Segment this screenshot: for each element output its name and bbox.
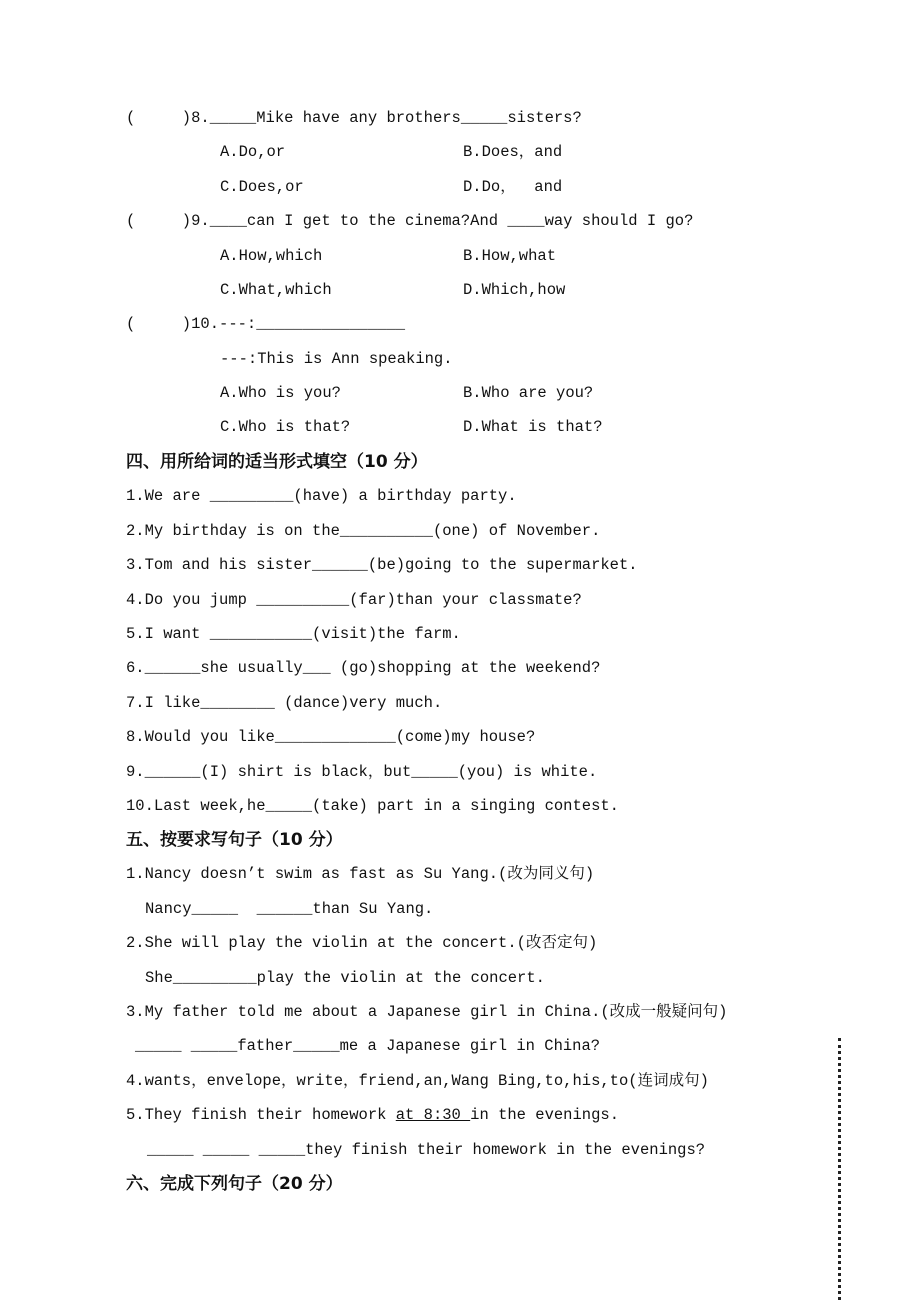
q9-option-d: D.Which,how	[463, 281, 566, 299]
q9-option-c: C.What,which	[220, 281, 332, 299]
q10-option-b: B.Who are you?	[463, 384, 594, 402]
fill-item: 1.We are _________(have) a birthday party.	[126, 487, 517, 505]
q8-option-c: C.Does,or	[220, 178, 304, 196]
q10-option-d: D.What is that?	[463, 418, 603, 436]
q8-option-a: A.Do,or	[220, 143, 286, 161]
q5-text-pre: 5.They finish their homework	[126, 1106, 396, 1124]
q5-underlined-phrase: at 8:30	[395, 1106, 471, 1124]
q8-option-b: B.Does，and	[463, 143, 563, 161]
fill-item: 6.______she usually___ (go)shopping at the weekend?	[126, 659, 601, 677]
fill-item: 9.______(I) shirt is black，but_____(you) is white.	[126, 763, 598, 781]
fill-item: 2.My birthday is on the__________(one) of November.	[126, 522, 601, 540]
question-9-stem: ( )9.____can I get to the cinema?And ____way should I go?	[126, 212, 694, 230]
section-4-heading: 四、用所给词的适当形式填空（10 分）	[126, 452, 428, 472]
fill-item: 10.Last week,he_____(take) part in a singing contest.	[126, 797, 619, 815]
rewrite-answer-5: _____ _____ _____they finish their homework in the evenings?	[147, 1141, 706, 1159]
q10-option-a: A.Who is you?	[220, 384, 341, 402]
question-8-stem: ( )8._____Mike have any brothers_____sisters?	[126, 109, 582, 127]
rewrite-answer-1: Nancy_____ ______than Su Yang.	[145, 900, 434, 918]
fill-item: 4.Do you jump __________(far)than your classmate?	[126, 591, 582, 609]
q10-option-c: C.Who is that?	[220, 418, 351, 436]
binding-dotted-line	[838, 1038, 841, 1300]
rewrite-question-5	[126, 1104, 619, 1126]
fill-item: 5.I want ___________(visit)the farm.	[126, 625, 461, 643]
question-10-stem: ( )10.---:________________	[126, 315, 406, 333]
rewrite-answer-2: She_________play the violin at the concert.	[145, 969, 545, 987]
fill-item: 8.Would you like_____________(come)my house?	[126, 728, 536, 746]
fill-item: 3.Tom and his sister______(be)going to the supermarket.	[126, 556, 638, 574]
q5-text-post: in the evenings.	[470, 1106, 619, 1124]
section-6-heading: 六、完成下列句子（20 分）	[126, 1174, 343, 1194]
fill-item: 7.I like________ (dance)very much.	[126, 694, 443, 712]
section-5-heading: 五、按要求写句子（10 分）	[126, 830, 343, 850]
rewrite-answer-3: _____ _____father_____me a Japanese girl in China?	[135, 1037, 601, 1055]
q8-option-d: D.Do， and	[463, 178, 563, 196]
rewrite-question-1: 1.Nancy doesn’t swim as fast as Su Yang.(改为同义句)	[126, 865, 595, 883]
rewrite-question-2: 2.She will play the violin at the concert.(改否定句)	[126, 934, 598, 952]
q9-option-b: B.How,what	[463, 247, 557, 265]
q10-reply: ---:This is Ann speaking.	[220, 350, 453, 368]
q9-option-a: A.How,which	[220, 247, 323, 265]
rewrite-question-4: 4.wants，envelope，write，friend,an,Wang Bing,to,his,to(连词成句)	[126, 1072, 709, 1090]
rewrite-question-3: 3.My father told me about a Japanese girl in China.(改成一般疑问句)	[126, 1003, 728, 1021]
